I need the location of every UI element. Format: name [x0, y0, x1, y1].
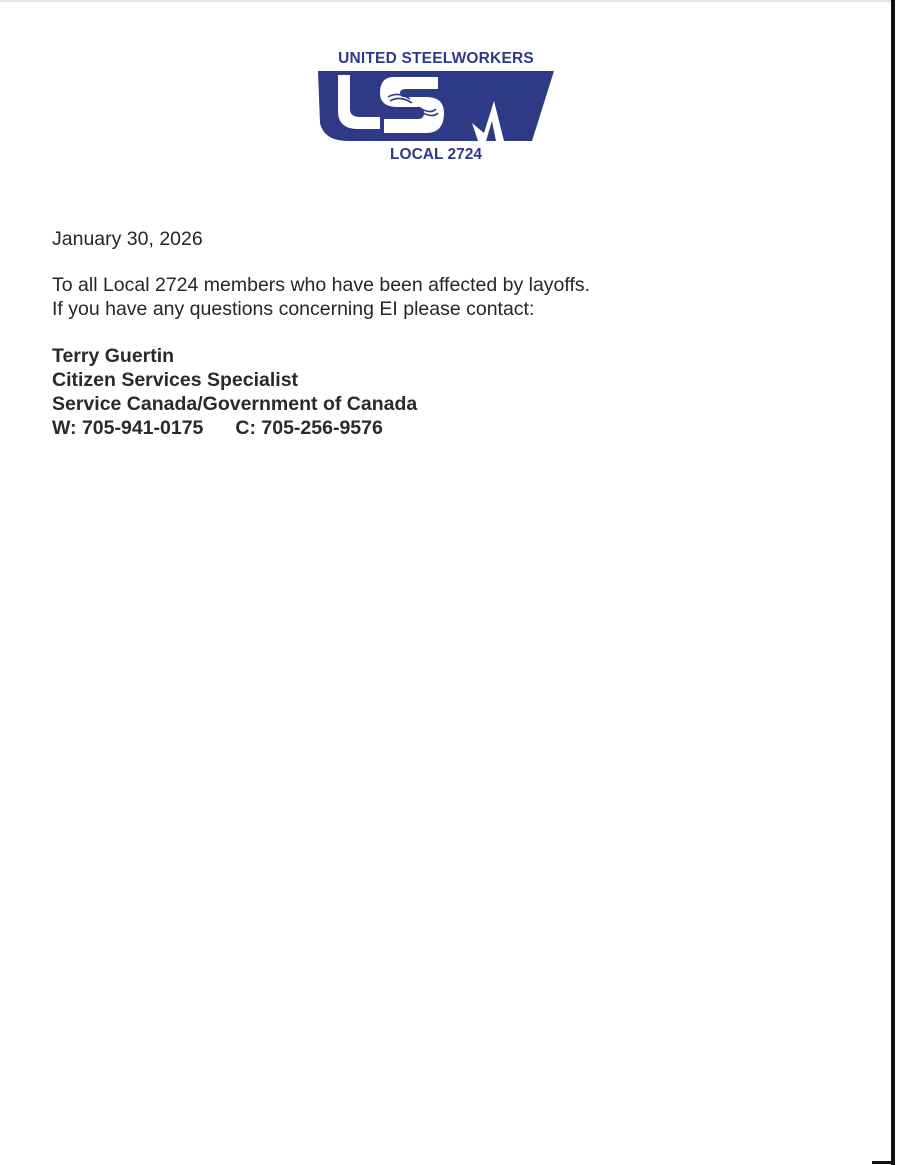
scan-bottom-edge [872, 1161, 894, 1164]
letter-body-line-1: To all Local 2724 members who have been affected by layoffs. [52, 274, 591, 296]
scan-right-border [891, 0, 895, 1165]
usw-logo-icon [318, 71, 554, 143]
scan-top-edge [0, 0, 893, 2]
letter-body-line-2: If you have any questions concerning EI please contact: [52, 298, 535, 320]
contact-block [52, 344, 417, 440]
contact-organization: Service Canada/Government of Canada [52, 393, 418, 415]
contact-title: Citizen Services Specialist [52, 369, 299, 391]
letter-date: January 30, 2026 [52, 228, 203, 250]
cell-phone: C: 705-256-9576 [235, 417, 383, 439]
usw-logo [318, 46, 554, 168]
logo-union-name: UNITED STEELWORKERS [338, 50, 534, 67]
logo-local-number: LOCAL 2724 [390, 146, 482, 163]
work-phone: W: 705-941-0175 [52, 417, 204, 439]
contact-phones [52, 416, 417, 440]
contact-name: Terry Guertin [52, 345, 175, 367]
